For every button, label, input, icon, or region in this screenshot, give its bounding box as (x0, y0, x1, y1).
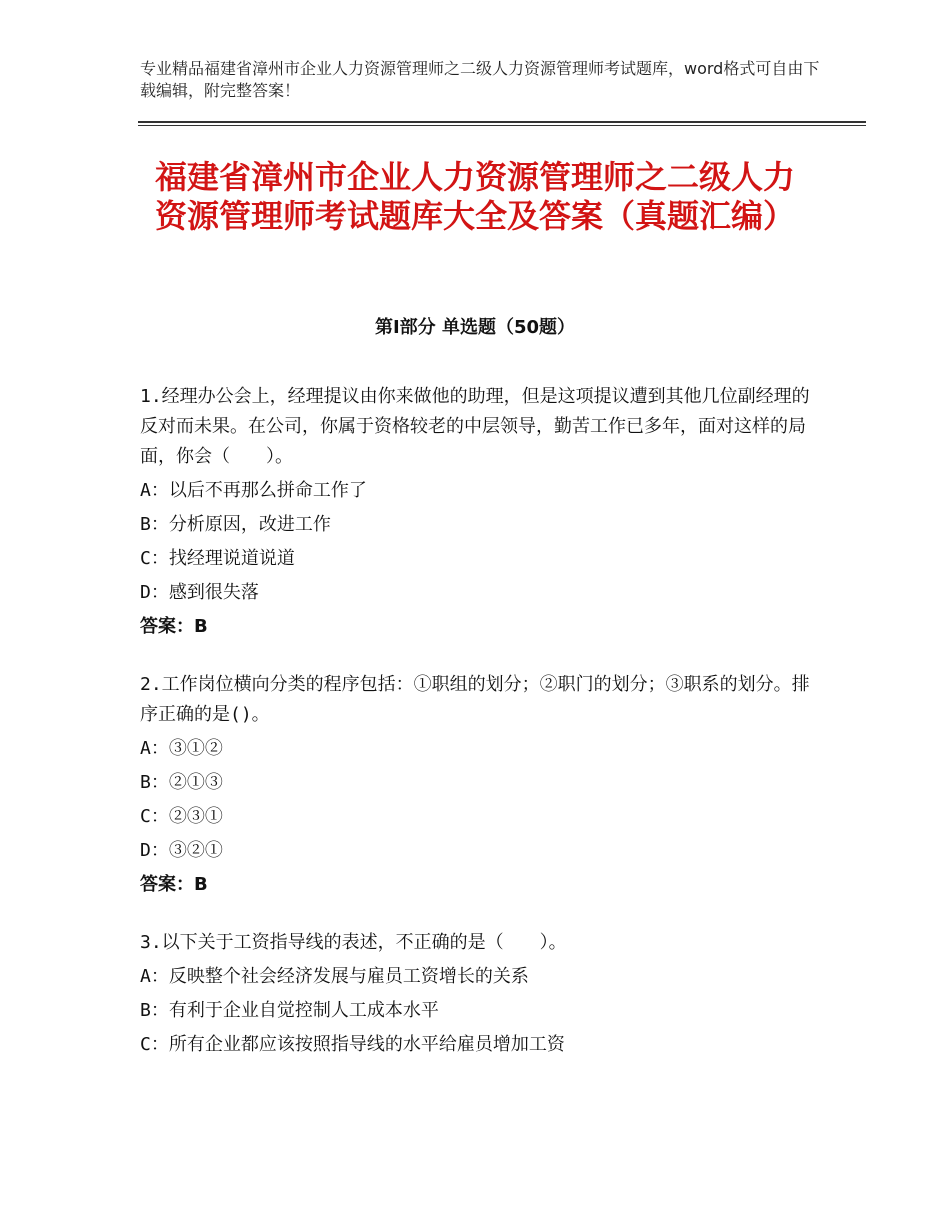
option-a: A：③①② (140, 738, 223, 759)
section-title: 第Ⅰ部分 单选题（50题） (374, 317, 575, 338)
option-d: D：感到很失落 (140, 582, 259, 603)
header-divider-thick (138, 121, 866, 123)
question-stem: 1.经理办公会上，经理提议由你来做他的助理，但是这项提议遭到其他几位副经理的反对而未果。在公司，你属于资格较老的中层领导，勤苦工作已多年，面对这样的局面，你会（ ）。 (140, 386, 810, 467)
header-note: 专业精品福建省漳州市企业人力资源管理师之二级人力资源管理师考试题库，word格式可自由下载编辑，附完整答案！ (140, 59, 820, 100)
option-b: B：②①③ (140, 772, 223, 793)
document-title: 福建省漳州市企业人力资源管理师之二级人力资源管理师考试题库大全及答案（真题汇编） (154, 158, 795, 235)
option-a: A：反映整个社会经济发展与雇员工资增长的关系 (140, 966, 529, 987)
option-b: B：有利于企业自觉控制人工成本水平 (140, 1000, 439, 1021)
header-divider-thin (138, 125, 866, 126)
answer: 答案：B (140, 616, 208, 637)
question-stem: 2.工作岗位横向分类的程序包括：①职组的划分；②职门的划分；③职系的划分。排序正确的是()。 (140, 674, 810, 725)
option-a: A：以后不再那么拼命工作了 (140, 480, 367, 501)
question-1 (140, 382, 812, 642)
question-2 (140, 670, 812, 900)
option-d: D：③②① (140, 840, 223, 861)
option-c: C：找经理说道说道 (140, 548, 295, 569)
answer: 答案：B (140, 874, 208, 895)
option-b: B：分析原因，改进工作 (140, 514, 331, 535)
question-3 (140, 928, 812, 1060)
question-stem: 3.以下关于工资指导线的表述，不正确的是（ ）。 (140, 932, 567, 953)
option-c: C：所有企业都应该按照指导线的水平给雇员增加工资 (140, 1034, 565, 1055)
question-list (140, 382, 812, 1088)
option-c: C：②③① (140, 806, 223, 827)
